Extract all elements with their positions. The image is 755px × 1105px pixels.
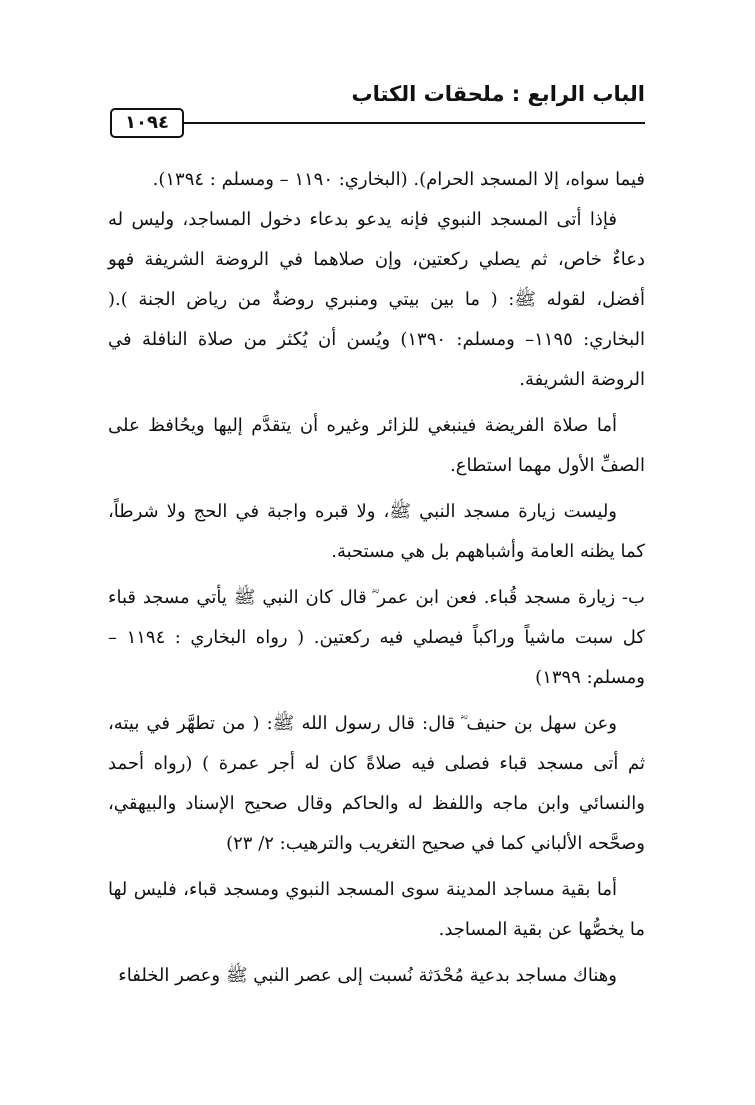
- chapter-title: الباب الرابع : ملحقات الكتاب: [351, 82, 645, 106]
- header-divider: [180, 122, 645, 124]
- paragraph-2: فإذا أتى المسجد النبوي فإنه يدعو بدعاء دخول المساجد، وليس له دعاءٌ خاص، ثم يصلي ركعتين، وإن صلاهما في الروضة الشريفة فهو أفضل، لقوله ﷺ: ( ما بين بيتي ومنبري روضةٌ من رياض الجنة ).( البخاري: ١١٩٥– ومسلم: ١٣٩٠) ويُسن أن يُكثر من صلاة النافلة في الروضة الشريفة.: [108, 209, 646, 390]
- paragraph-7: أما بقية مساجد المدينة سوى المسجد النبوي ومسجد قباء، فليس لها ما يخصُّها عن بقية المساجد.: [108, 879, 645, 940]
- page-number: ١٠٩٤: [110, 108, 184, 138]
- paragraph-3: أما صلاة الفريضة فينبغي للزائر وغيره أن يتقدَّم إليها ويحُافظ على الصفِّ الأول مهما استطاع.: [108, 415, 645, 476]
- paragraph-8: وهناك مساجد بدعية مُحْدَثة نُسبت إلى عصر النبي ﷺ وعصر الخلفاء: [118, 965, 617, 986]
- paragraph-1: فيما سواه، إلا المسجد الحرام). (البخاري: ١١٩٠ – ومسلم : ١٣٩٤).: [152, 169, 645, 190]
- paragraph-5: ب- زيارة مسجد قُباء. فعن ابن عمر ؓ قال كان النبي ﷺ يأتي مسجد قباء كل سبت ماشياً وراكباً فيصلي فيه ركعتين. ( رواه البخاري : ١١٩٤ – ومسلم: ١٣٩٩): [108, 587, 645, 688]
- page-header: [110, 82, 645, 142]
- paragraph-4: وليست زيارة مسجد النبي ﷺ، ولا قبره واجبة في الحج ولا شرطاً، كما يظنه العامة وأشباههم بل هي مستحبة.: [108, 501, 645, 562]
- paragraph-6: وعن سهل بن حنيف ؓ قال: قال رسول الله ﷺ: ( من تطهَّر في بيته، ثم أتى مسجد قباء فصلى فيه صلاةً كان له أجر عمرة ) (رواه أحمد والنسائي وابن ماجه واللفظ له والحاكم وقال صحيح الإسناد والبيهقي، وصحَّحه الألباني كما في صحيح التغريب والترهيب: ٢/ ٢٣): [108, 713, 645, 854]
- body-text: [108, 160, 645, 996]
